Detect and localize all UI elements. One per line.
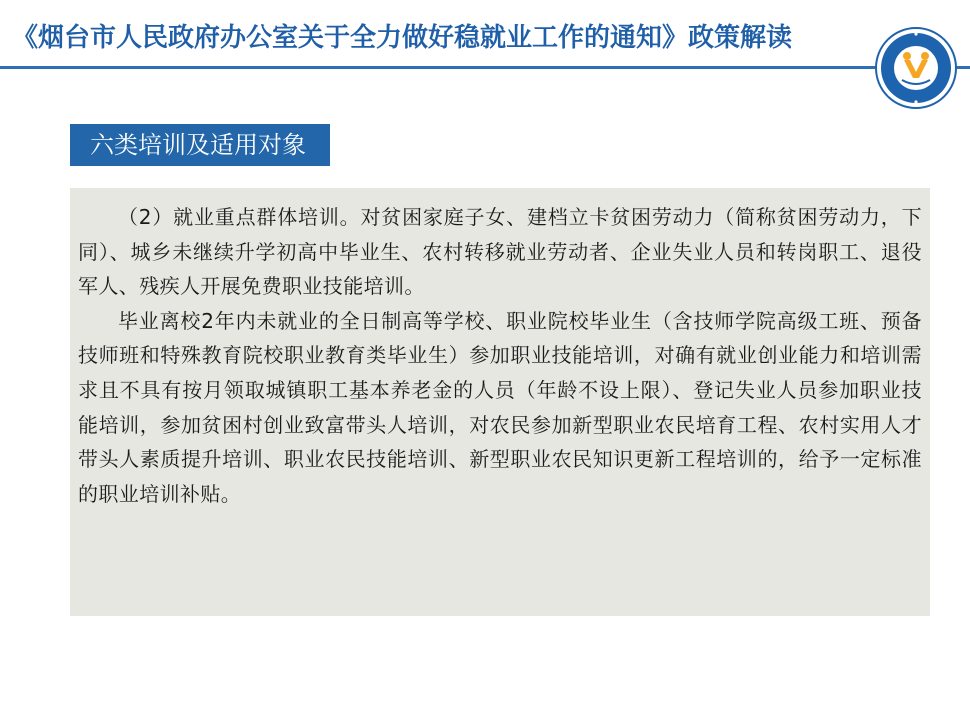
hrss-seal-icon [874,26,958,110]
content-panel [70,188,930,616]
section-title: 六类培训及适用对象 [70,124,330,166]
paragraph-subsidy: 毕业离校2年内未就业的全日制高等学校、职业院校毕业生（含技师学院高级工班、预备技师班和特殊教育院校职业教育类毕业生）参加职业技能培训，对确有就业创业能力和培训需求且不具有按月领取城镇职工基本养老金的人员（年龄不设上限）、登记失业人员参加职业技能培训，参加贫困村创业致富带头人培训，对农民参加新型职业农民培育工程、农村实用人才带头人素质提升培训、职业农民技能培训、新型职业农民知识更新工程培训的，给予一定标准的职业培训补贴。 [78,308,922,506]
page-title: 《烟台市人民政府办公室关于全力做好稳就业工作的通知》政策解读 [12,23,793,53]
hrss-logo [874,26,958,110]
header-divider [0,66,970,69]
paragraph-key-groups: （2）就业重点群体培训。对贫困家庭子女、建档立卡贫困劳动力（简称贫困劳动力，下同）、城乡未继续升学初高中毕业生、农村转移就业劳动者、企业失业人员和转岗职工、退役军人、残疾人开展免费职业技能培训。 [78,205,922,299]
